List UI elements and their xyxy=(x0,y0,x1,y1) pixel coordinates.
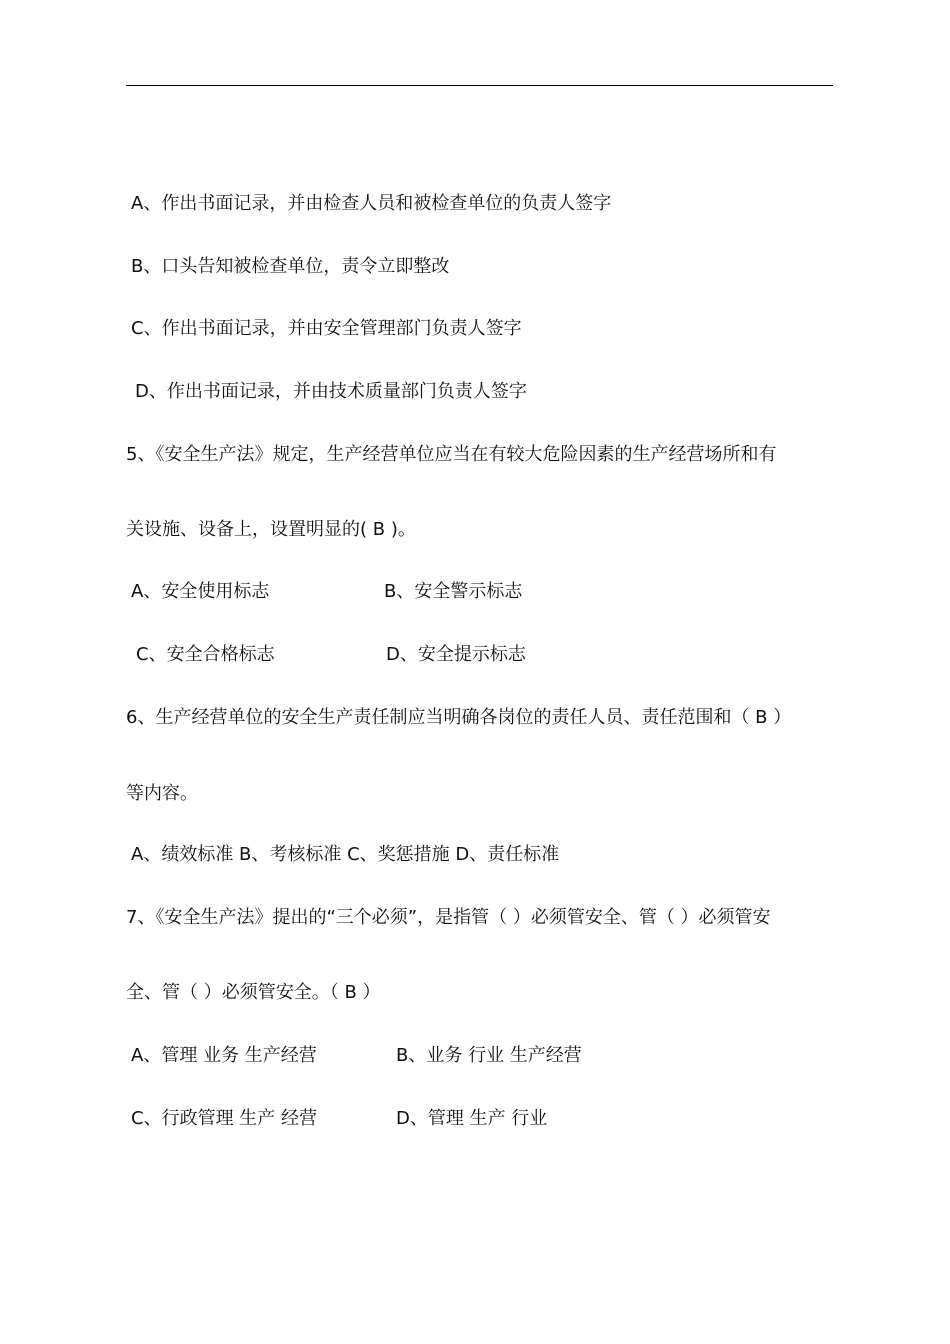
q4-option-d: D、作出书面记录，并由技术质量部门负责人签字 xyxy=(135,381,527,402)
q7-option-a: A、管理 业务 生产经营 xyxy=(131,1045,317,1066)
q6-stem-line2: 等内容。 xyxy=(126,783,198,804)
q5-option-d: D、安全提示标志 xyxy=(386,644,526,665)
q5-option-a: A、安全使用标志 xyxy=(131,581,270,602)
q6-options: A、绩效标准 B、考核标准 C、奖惩措施 D、责任标准 xyxy=(131,844,560,865)
q5-option-c: C、安全合格标志 xyxy=(136,644,275,665)
q5-stem-line1: 5、《安全生产法》规定，生产经营单位应当在有较大危险因素的生产经营场所和有 xyxy=(126,444,777,465)
q4-option-c: C、作出书面记录，并由安全管理部门负责人签字 xyxy=(131,318,522,339)
q4-option-b: B、口头告知被检查单位，责令立即整改 xyxy=(131,256,450,277)
q7-stem-line2: 全、管（ ）必须管安全。（ B ） xyxy=(126,982,381,1003)
header-rule xyxy=(126,85,833,86)
q7-stem-line1: 7、《安全生产法》提出的“三个必须”，是指管（ ）必须管安全、管（ ）必须管安 xyxy=(126,907,771,928)
q4-option-a: A、作出书面记录，并由检查人员和被检查单位的负责人签字 xyxy=(131,193,612,214)
q7-option-c: C、行政管理 生产 经营 xyxy=(131,1108,318,1129)
q5-option-b: B、安全警示标志 xyxy=(384,581,523,602)
q7-option-b: B、业务 行业 生产经营 xyxy=(396,1045,582,1066)
q6-stem-line1: 6、生产经营单位的安全生产责任制应当明确各岗位的责任人员、责任范围和（ B ） xyxy=(126,707,792,728)
q7-option-d: D、管理 生产 行业 xyxy=(396,1108,548,1129)
q5-stem-line2: 关设施、设备上，设置明显的( B )。 xyxy=(126,519,416,540)
